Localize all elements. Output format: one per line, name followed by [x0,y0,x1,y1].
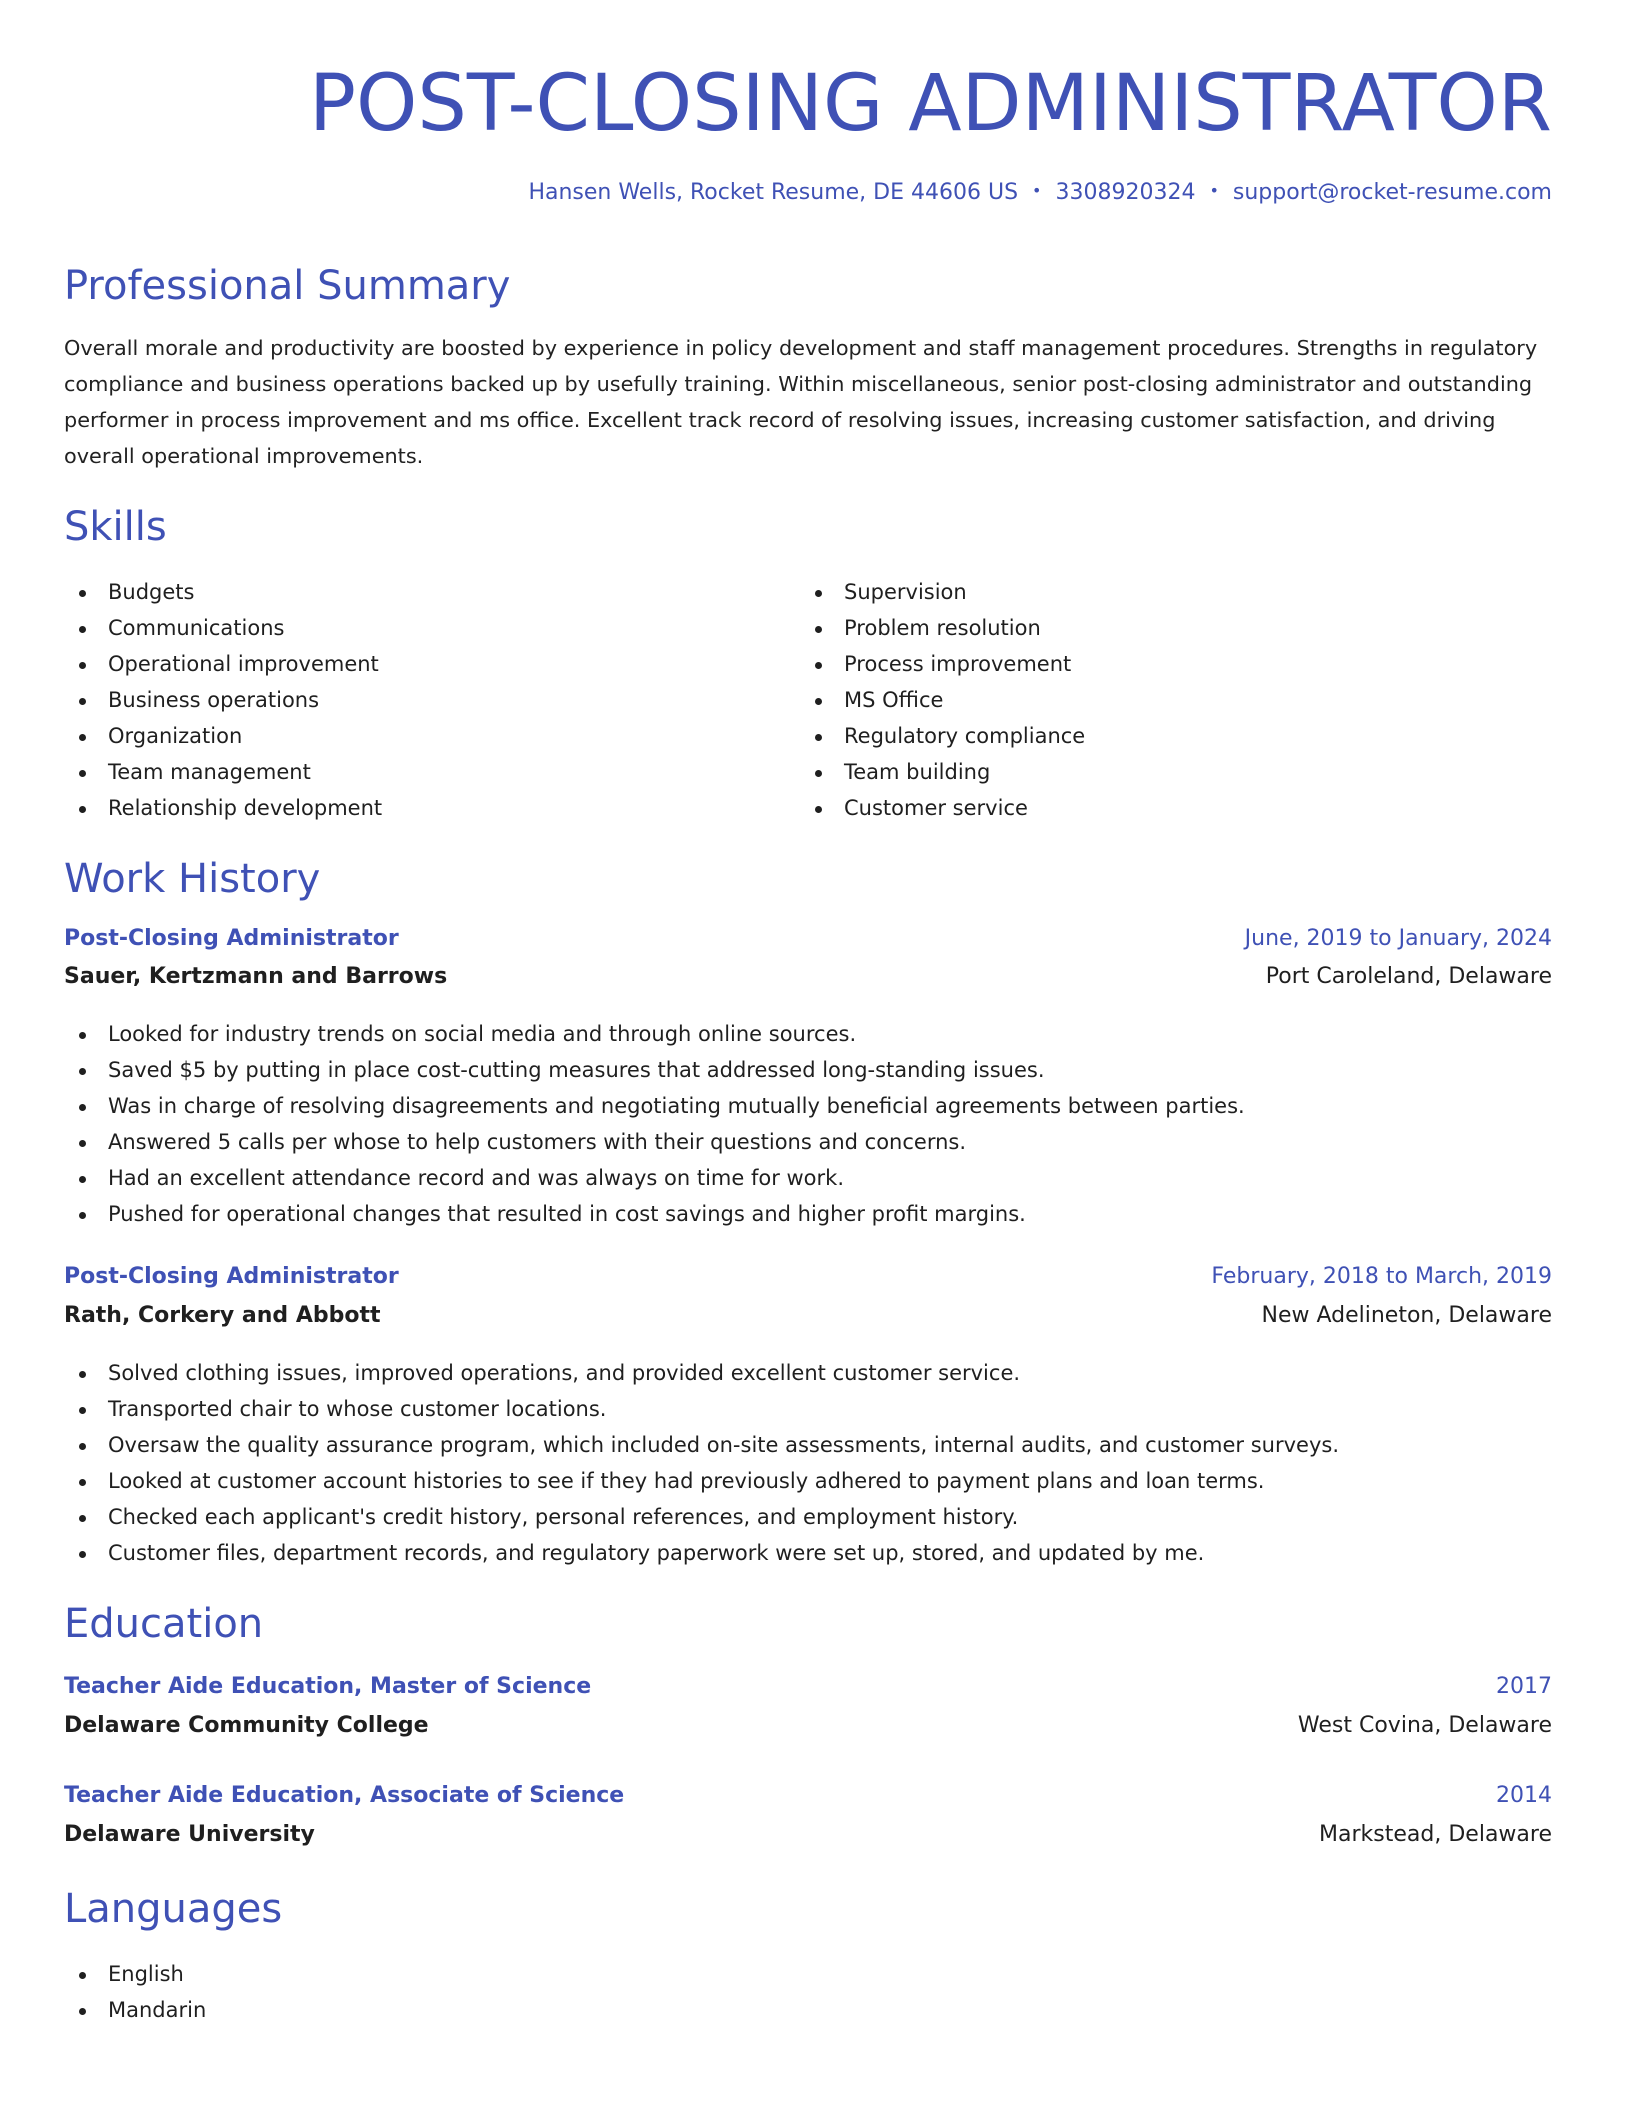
contact-separator: • [1209,181,1219,200]
job-company-row [64,1303,1552,1328]
education-year: 2014 [1496,1783,1552,1808]
job-dates: June, 2019 to January, 2024 [1244,926,1552,951]
skill-item: Relationship development [64,790,382,826]
job-header [64,1264,1552,1289]
education-school-row [64,1822,1552,1847]
skills-list-right [800,574,1085,826]
education-location: West Covina, Delaware [1297,1713,1552,1738]
skill-item: Business operations [64,682,382,718]
job-dates: February, 2018 to March, 2019 [1211,1264,1552,1289]
job-bullet: Oversaw the quality assurance program, which included on-site assessments, internal audits, and customer surveys. [64,1427,1339,1463]
skill-item: Organization [64,718,382,754]
education-school-row [64,1713,1552,1738]
language-item: Mandarin [64,1992,206,2028]
contact-email[interactable]: support@rocket-resume.com [1232,180,1552,205]
job-bullet: Had an excellent attendance record and was always on time for work. [64,1160,1245,1196]
job-bullet: Checked each applicant's credit history, personal references, and employment history. [64,1499,1339,1535]
skill-item: MS Office [800,682,1085,718]
contact-line [528,180,1552,205]
skill-item: Budgets [64,574,382,610]
education-header [64,1674,1552,1699]
skills-list-left [64,574,382,826]
job-location: Port Caroleland, Delaware [1265,964,1552,989]
education-school: Delaware Community College [64,1713,429,1738]
contact-phone: 3308920324 [1055,180,1196,205]
skill-item: Team management [64,754,382,790]
languages-heading: Languages [64,1886,283,1932]
job-company: Sauer, Kertzmann and Barrows [64,964,448,989]
languages-list [64,1956,206,2028]
job-bullet: Was in charge of resolving disagreements and negotiating mutually beneficial agreements between parties. [64,1088,1245,1124]
job-bullet: Looked at customer account histories to see if they had previously adhered to payment plans and loan terms. [64,1463,1339,1499]
job-header [64,926,1552,951]
job-bullet: Solved clothing issues, improved operations, and provided excellent customer service. [64,1355,1339,1391]
education-header [64,1783,1552,1808]
resume-title: POST-CLOSING ADMINISTRATOR [308,59,1552,149]
language-item: English [64,1956,206,1992]
skills-heading: Skills [64,504,167,550]
job-title: Post-Closing Administrator [64,1264,399,1289]
education-heading: Education [64,1601,264,1647]
skill-item: Process improvement [800,646,1085,682]
job-location: New Adelineton, Delaware [1261,1303,1552,1328]
job-bullet: Saved $5 by putting in place cost-cutting measures that addressed long-standing issues. [64,1052,1245,1088]
skill-item: Regulatory compliance [800,718,1085,754]
summary-heading: Professional Summary [64,263,511,309]
education-location: Markstead, Delaware [1319,1822,1552,1847]
job-bullet: Pushed for operational changes that resulted in cost savings and higher profit margins. [64,1196,1245,1232]
education-degree: Teacher Aide Education, Associate of Science [64,1783,625,1808]
education-degree: Teacher Aide Education, Master of Science [64,1674,592,1699]
skill-item: Communications [64,610,382,646]
job-bullets [64,1016,1245,1232]
skill-item: Customer service [800,790,1085,826]
job-bullet: Transported chair to whose customer locations. [64,1391,1339,1427]
skill-item: Team building [800,754,1085,790]
contact-separator: • [1032,181,1042,200]
job-title: Post-Closing Administrator [64,926,399,951]
skill-item: Supervision [800,574,1085,610]
job-bullets [64,1355,1339,1571]
job-company: Rath, Corkery and Abbott [64,1303,381,1328]
skill-item: Problem resolution [800,610,1085,646]
skill-item: Operational improvement [64,646,382,682]
education-year: 2017 [1496,1674,1552,1699]
summary-text: Overall morale and productivity are boosted by experience in policy development and staff management procedures. Strengths in regulatory compliance and business operations backed up by usefully training. Within miscellaneous, senior post-closing administrator and outstanding performer in process improvement and ms office. Excellent track record of resolving issues, increasing customer satisfaction, and driving overall operational improvements. [64,336,1538,468]
job-bullet: Customer files, department records, and regulatory paperwork were set up, stored, and updated by me. [64,1535,1339,1571]
job-bullet: Answered 5 calls per whose to help customers with their questions and concerns. [64,1124,1245,1160]
contact-address: Hansen Wells, Rocket Resume, DE 44606 US [528,180,1019,205]
job-company-row [64,964,1552,989]
work-history-heading: Work History [64,856,321,902]
education-school: Delaware University [64,1822,315,1847]
job-bullet: Looked for industry trends on social media and through online sources. [64,1016,1245,1052]
